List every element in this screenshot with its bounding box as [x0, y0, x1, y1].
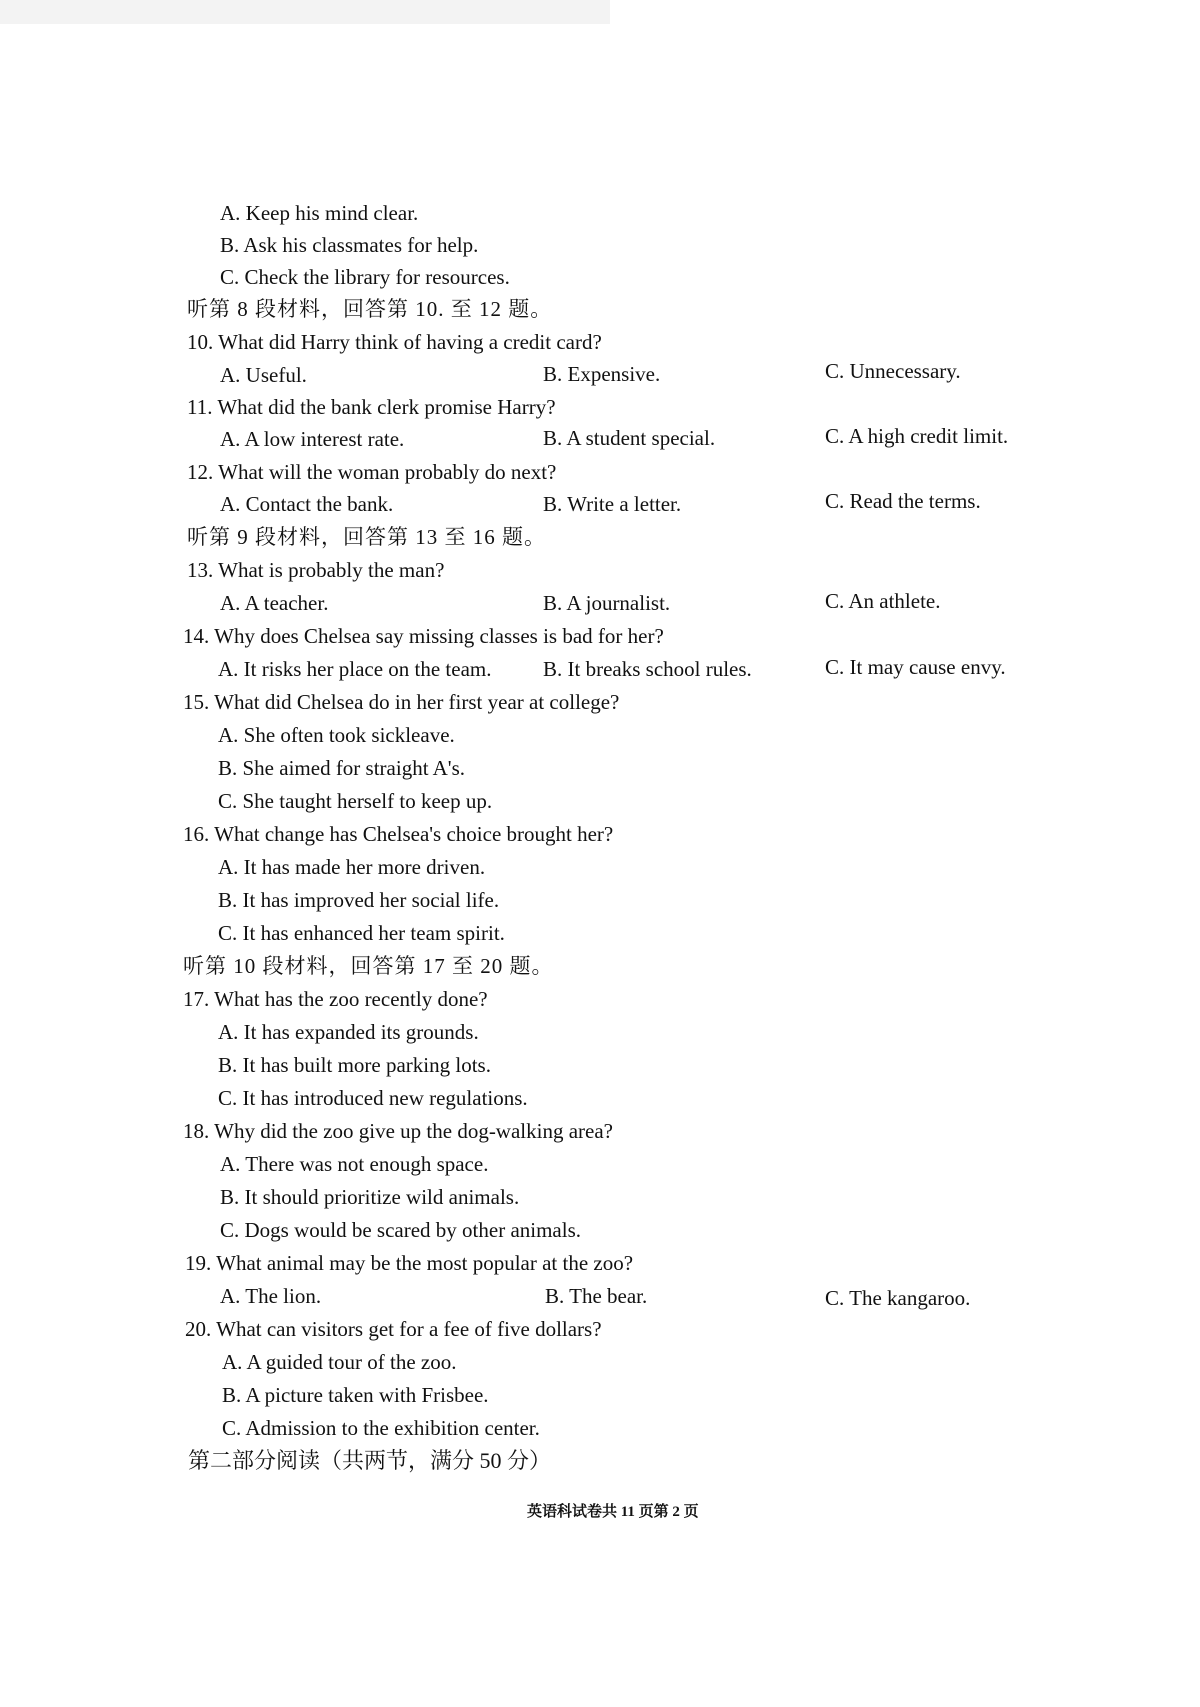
q16-option-b: B. It has improved her social life. [218, 888, 500, 912]
q14-option-a: A. It risks her place on the team. [218, 657, 492, 681]
q20-option-a: A. A guided tour of the zoo. [222, 1350, 457, 1374]
q10-option-b: B. Expensive. [543, 362, 661, 386]
q13-option-a: A. A teacher. [220, 591, 329, 615]
q19-option-c: C. The kangaroo. [825, 1286, 971, 1310]
part-two-heading: 第二部分阅读（共两节，满分 50 分） [188, 1448, 552, 1473]
q12-option-b: B. Write a letter. [543, 492, 682, 516]
q15-option-a: A. She often took sickleave. [218, 723, 455, 747]
q20-option-c: C. Admission to the exhibition center. [222, 1416, 540, 1440]
q12-option-c: C. Read the terms. [825, 489, 981, 513]
q15-option-b: B. She aimed for straight A's. [218, 756, 466, 780]
q10-option-a: A. Useful. [220, 363, 307, 387]
q11-option-c: C. A high credit limit. [825, 424, 1009, 448]
q13-option-b: B. A journalist. [543, 591, 671, 615]
section-heading-10: 听第 10 段材料，回答第 17 至 20 题。 [183, 954, 554, 978]
q10-stem: 10. What did Harry think of having a credit card? [187, 330, 602, 354]
q14-option-b: B. It breaks school rules. [543, 657, 752, 681]
q19-option-a: A. The lion. [220, 1284, 322, 1308]
q18-option-a: A. There was not enough space. [220, 1152, 489, 1176]
q11-option-b: B. A student special. [543, 426, 716, 450]
q9-option-b: B. Ask his classmates for help. [220, 233, 479, 257]
q13-stem: 13. What is probably the man? [187, 558, 445, 582]
q12-option-a: A. Contact the bank. [220, 492, 394, 516]
q19-stem: 19. What animal may be the most popular at the zoo? [185, 1251, 634, 1275]
section-heading-8: 听第 8 段材料，回答第 10. 至 12 题。 [187, 297, 553, 321]
q13-option-c: C. An athlete. [825, 589, 941, 613]
q18-option-c: C. Dogs would be scared by other animals. [220, 1218, 582, 1242]
q11-stem: 11. What did the bank clerk promise Harry? [187, 395, 556, 419]
q16-stem: 16. What change has Chelsea's choice brought her? [183, 822, 614, 846]
q16-option-c: C. It has enhanced her team spirit. [218, 921, 505, 945]
q20-option-b: B. A picture taken with Frisbee. [222, 1383, 489, 1407]
q18-stem: 18. Why did the zoo give up the dog-walking area? [183, 1119, 613, 1143]
q10-option-c: C. Unnecessary. [825, 359, 961, 383]
q14-stem: 14. Why does Chelsea say missing classes is bad for her? [183, 624, 664, 648]
q20-stem: 20. What can visitors get for a fee of five dollars? [185, 1317, 602, 1341]
q17-option-a: A. It has expanded its grounds. [218, 1020, 479, 1044]
q12-stem: 12. What will the woman probably do next? [187, 460, 557, 484]
q19-option-b: B. The bear. [545, 1284, 648, 1308]
q17-option-b: B. It has built more parking lots. [218, 1053, 491, 1077]
q11-option-a: A. A low interest rate. [220, 427, 405, 451]
q15-option-c: C. She taught herself to keep up. [218, 789, 493, 813]
q17-option-c: C. It has introduced new regulations. [218, 1086, 528, 1110]
q15-stem: 15. What did Chelsea do in her first year at college? [183, 690, 620, 714]
q9-option-a: A. Keep his mind clear. [220, 201, 419, 225]
page-footer: 英语科试卷共 11 页第 2 页 [527, 1504, 699, 1520]
q17-stem: 17. What has the zoo recently done? [183, 987, 488, 1011]
q18-option-b: B. It should prioritize wild animals. [220, 1185, 520, 1209]
q14-option-c: C. It may cause envy. [825, 655, 1006, 679]
q16-option-a: A. It has made her more driven. [218, 855, 486, 879]
q9-option-c: C. Check the library for resources. [220, 265, 510, 289]
scan-edge-strip [0, 0, 610, 24]
section-heading-9: 听第 9 段材料，回答第 13 至 16 题。 [187, 525, 546, 549]
